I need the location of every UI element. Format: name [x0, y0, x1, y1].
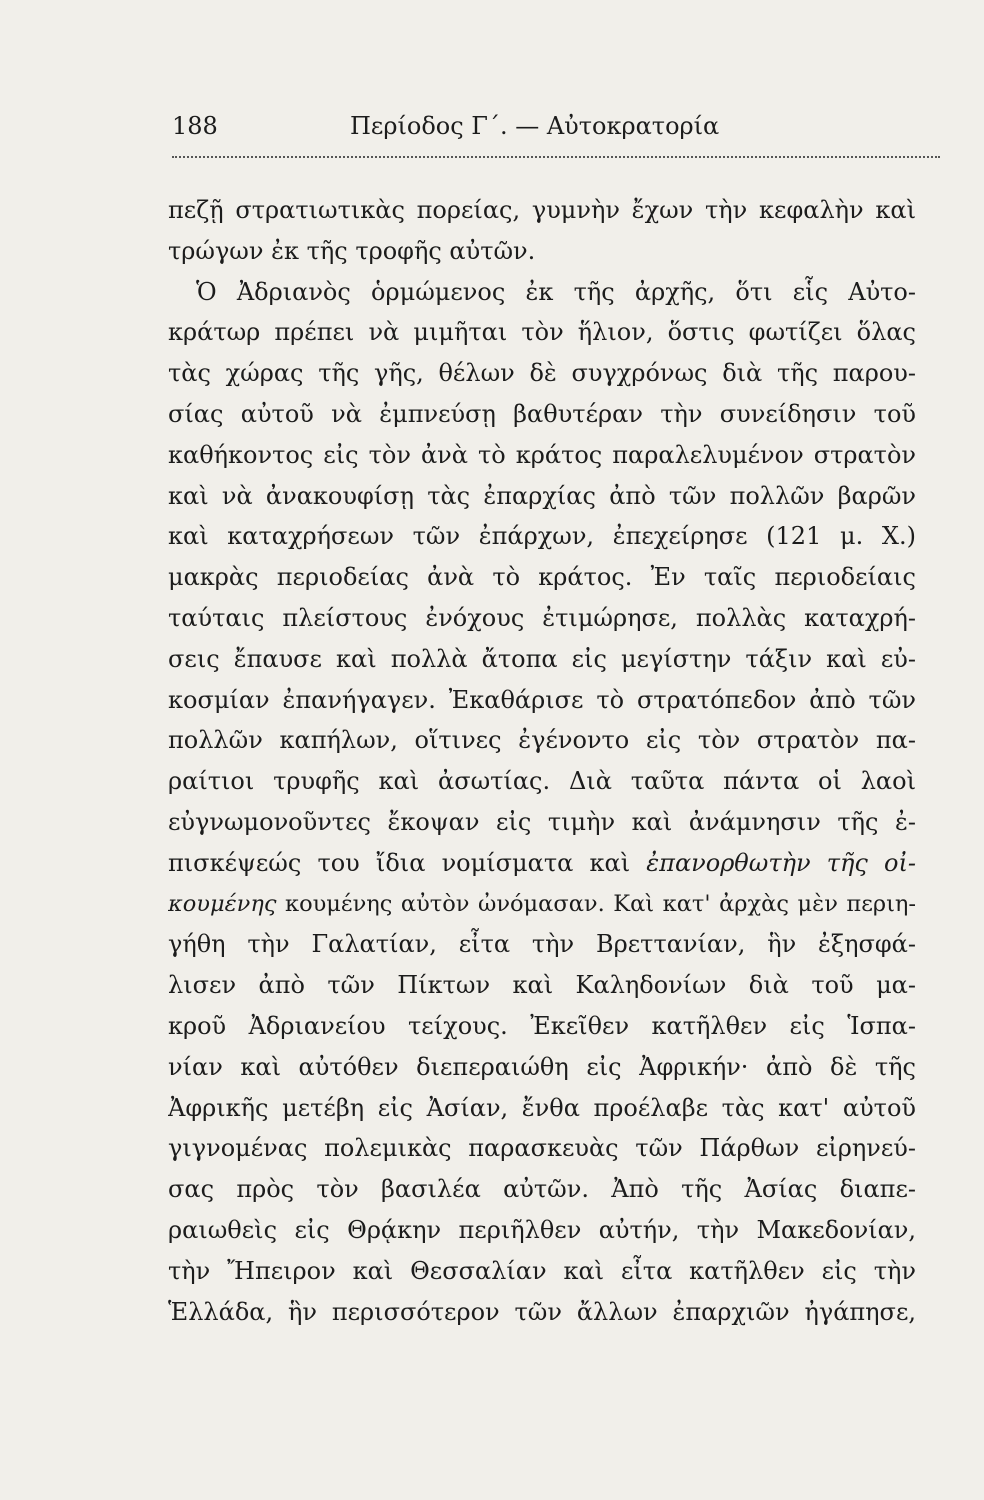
text-line: καθήκοντος εἰς τὸν ἀνὰ τὸ κράτος παραλελυμένον στρατὸν [168, 440, 916, 469]
text-line: ραιωθεὶς εἰς Θρᾴκην περιῆλθεν αὐτήν, τὴν Μακεδονίαν, [168, 1215, 916, 1244]
page-number: 188 [172, 112, 218, 140]
text-line: σεις ἔπαυσε καὶ πολλὰ ἄτοπα εἰς μεγίστην τάξιν καὶ εὐ- [168, 644, 916, 673]
text-line-start: πισκέψεώς του ἴδια νομίσματα καὶ [168, 848, 631, 877]
text-line: εὐγνωμονοῦντες ἔκοψαν εἰς τιμὴν καὶ ἀνάμνησιν τῆς ἐ- [168, 807, 916, 836]
text-line: ραίτιοι τρυφῆς καὶ ἀσωτίας. Διὰ ταῦτα πάντα οἱ λαοὶ [168, 767, 916, 796]
italic-phrase-start: ἐπανορθωτὴν τῆς οἰ- [646, 848, 916, 877]
text-line: σίας αὐτοῦ νὰ ἐμπνεύσῃ βαθυτέραν τὴν συνείδησιν τοῦ [168, 399, 916, 428]
text-line-end: κουμένης αὐτὸν ὠνόμασαν. Καὶ κατ' ἀρχὰς μὲν περιη- [285, 890, 916, 917]
text-line: καὶ νὰ ἀνακουφίσῃ τὰς ἐπαρχίας ἀπὸ τῶν πολλῶν βαρῶν [168, 481, 916, 510]
text-line: τρώγων ἐκ τῆς τροφῆς αὐτῶν. [168, 236, 536, 265]
text-line: σας πρὸς τὸν βασιλέα αὐτῶν. Ἀπὸ τῆς Ἀσίας διαπε- [168, 1175, 916, 1204]
text-line: κροῦ Ἀδριανείου τείχους. Ἐκεῖθεν κατῆλθεν εἰς Ἱσπα- [168, 1011, 916, 1040]
text-line: γήθη τὴν Γαλατίαν, εἶτα τὴν Βρεττανίαν, ἣν ἐξησφά- [168, 930, 916, 959]
text-line: λισεν ἀπὸ τῶν Πίκτων καὶ Καληδονίων διὰ τοῦ μα- [168, 971, 916, 1000]
text-line: κοσμίαν ἐπανήγαγεν. Ἐκαθάρισε τὸ στρατόπεδον ἀπὸ τῶν [168, 685, 916, 714]
text-line: κράτωρ πρέπει νὰ μιμῆται τὸν ἥλιον, ὅστις φωτίζει ὅλας [168, 318, 916, 347]
text-line: νίαν καὶ αὐτόθεν διεπεραιώθη εἰς Ἀφρικήν· ἀπὸ δὲ τῆς [168, 1052, 916, 1081]
text-line: τὰς χώρας τῆς γῆς, θέλων δὲ συγχρόνως διὰ τῆς παρου- [168, 359, 916, 388]
body-text [168, 190, 916, 1332]
text-line [168, 843, 916, 884]
header-rule [172, 156, 940, 158]
text-line: τὴν Ἤπειρον καὶ Θεσσαλίαν καὶ εἶτα κατῆλθεν εἰς τὴν [168, 1256, 916, 1285]
italic-phrase-end: κουμένης [168, 890, 277, 917]
text-line: γιγνομένας πολεμικὰς παρασκευὰς τῶν Πάρθων εἰρηνεύ- [168, 1134, 916, 1163]
text-line: Ὁ Ἀδριανὸς ὁρμώμενος ἐκ τῆς ἀρχῆς, ὅτι εἷς Αὐτο- [196, 277, 916, 306]
running-title: Περίοδος Γ΄. — Αὐτοκρατορία [350, 112, 720, 140]
text-line: Ἑλλάδα, ἣν περισσότερον τῶν ἄλλων ἐπαρχιῶν ἠγάπησε, [168, 1297, 916, 1326]
text-line: πεζῇ στρατιωτικὰς πορείας, γυμνὴν ἔχων τὴν κεφαλὴν καὶ [168, 196, 916, 224]
page-header [172, 112, 942, 152]
text-line: μακρὰς περιοδείας ἀνὰ τὸ κράτος. Ἐν ταῖς περιοδείαις [168, 563, 916, 592]
text-line: πολλῶν καπήλων, οἵτινες ἐγένοντο εἰς τὸν στρατὸν πα- [168, 726, 916, 755]
text-line: ταύταις πλείστους ἐνόχους ἐτιμώρησε, πολλὰς καταχρή- [168, 603, 916, 632]
text-line [168, 884, 916, 925]
text-line: Ἀφρικῆς μετέβη εἰς Ἀσίαν, ἔνθα προέλαβε τὰς κατ' αὐτοῦ [168, 1093, 916, 1122]
text-line: καὶ καταχρήσεων τῶν ἐπάρχων, ἐπεχείρησε (121 μ. Χ.) [168, 522, 916, 551]
